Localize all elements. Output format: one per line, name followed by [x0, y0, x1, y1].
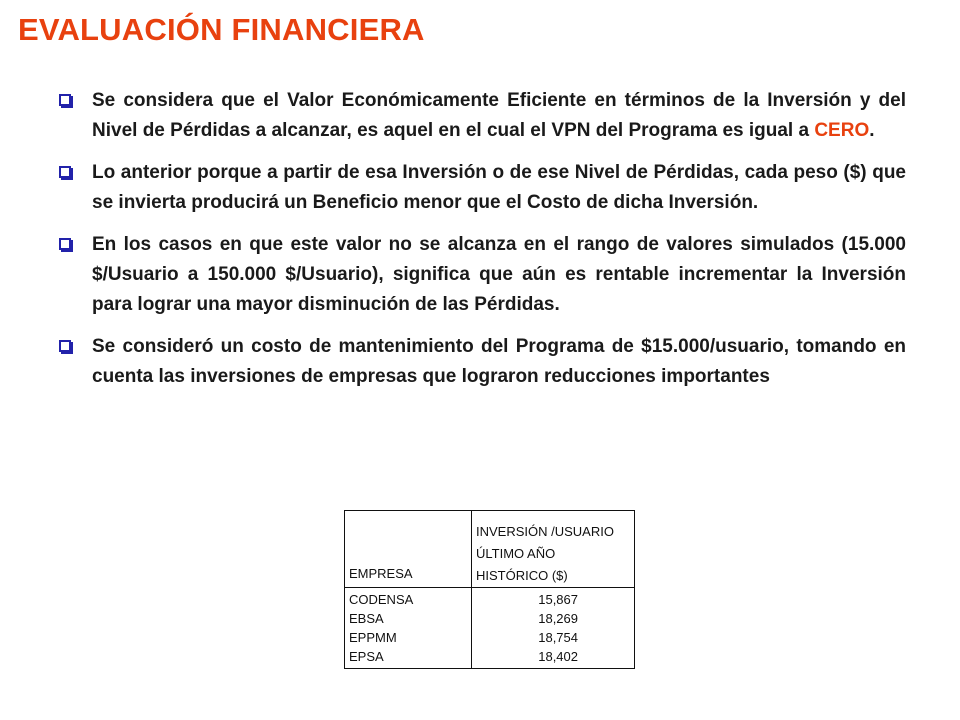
company-cell: EPSA — [349, 649, 384, 664]
table-body-row — [345, 588, 635, 669]
value-column — [472, 588, 635, 669]
bullet-text: Se consideró un costo de mantenimiento del Programa de $15.000/usuario, tomando en cuenta las inversiones de empresas que lograron reducciones importantes — [92, 336, 906, 387]
header-investment — [472, 511, 635, 588]
checkbox-bullet-icon — [59, 340, 71, 352]
company-cell: CODENSA — [349, 592, 414, 607]
bullet-text-part: . — [869, 120, 875, 141]
bullet-item — [58, 86, 906, 146]
value-cell: 18,269 — [538, 611, 578, 626]
header-investment-line: HISTÓRICO ($) — [476, 568, 568, 583]
value-cell: 15,867 — [538, 592, 578, 607]
value-cell: 18,402 — [538, 649, 578, 664]
investment-table-container — [344, 510, 635, 669]
checkbox-bullet-icon — [59, 166, 71, 178]
page-title: EVALUACIÓN FINANCIERA — [18, 12, 425, 47]
header-company: EMPRESA — [345, 511, 472, 588]
bullet-list — [58, 86, 906, 404]
bullet-item — [58, 158, 906, 218]
header-investment-line: ÚLTIMO AÑO — [476, 546, 556, 561]
bullet-text: Lo anterior porque a partir de esa Inversión o de ese Nivel de Pérdidas, cada peso ($) que se invierta producirá un Beneficio menor que el Costo de dicha Inversión. — [92, 162, 906, 213]
bullet-item — [58, 332, 906, 392]
header-investment-line: INVERSIÓN /USUARIO — [476, 524, 614, 539]
company-column — [345, 588, 472, 669]
checkbox-bullet-icon — [59, 94, 71, 106]
bullet-text: En los casos en que este valor no se alcanza en el rango de valores simulados (15.000 $/Usuario a 150.000 $/Usuario), significa que aún es rentable incrementar la Inversión para lograr una mayor disminución de las Pérdidas. — [92, 234, 906, 315]
bullet-text-part: Se considera que el Valor Económicamente Eficiente en términos de la Inversión y del Nivel de Pérdidas a alcanzar, es aquel en el cual el VPN del Programa es igual a — [92, 90, 906, 141]
investment-table — [344, 510, 635, 669]
company-cell: EPPMM — [349, 630, 397, 645]
bullet-text — [92, 86, 906, 146]
table-header-row — [345, 511, 635, 588]
bullet-item — [58, 230, 906, 320]
company-cell: EBSA — [349, 611, 384, 626]
highlight-text: CERO — [814, 120, 870, 141]
checkbox-bullet-icon — [59, 238, 71, 250]
value-cell: 18,754 — [538, 630, 578, 645]
